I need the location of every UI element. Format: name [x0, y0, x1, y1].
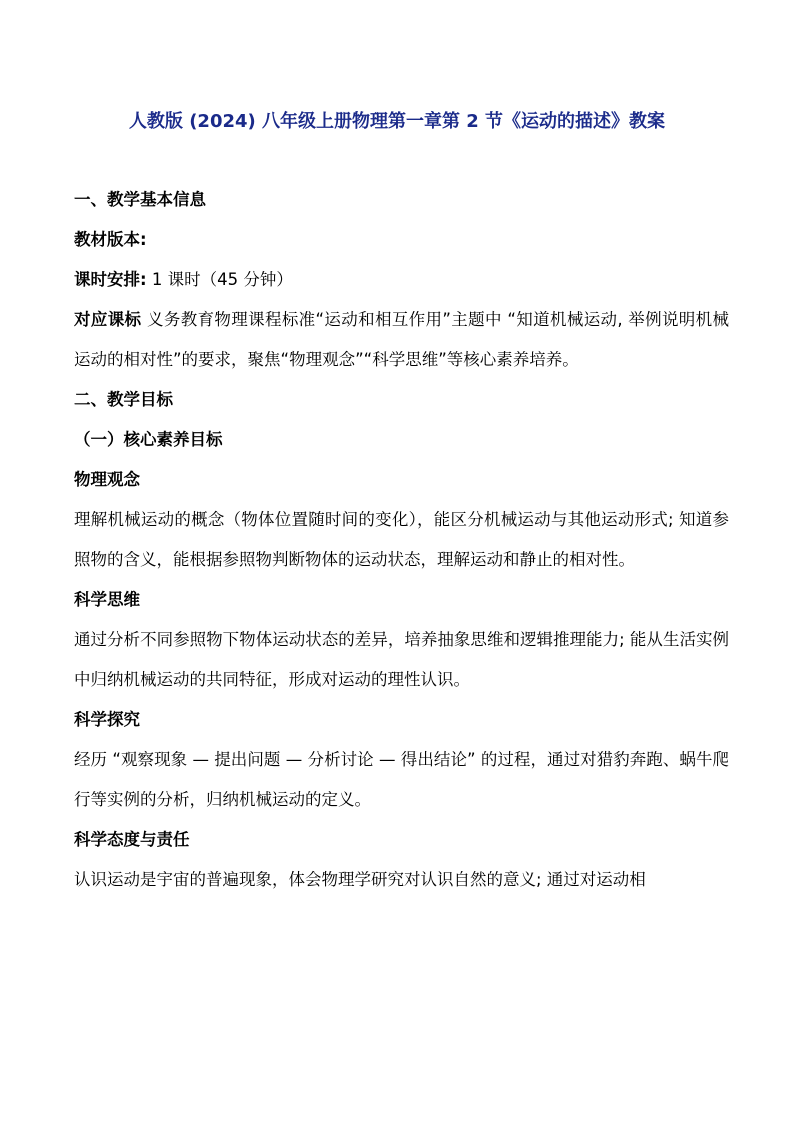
- objective-label-scientific-inquiry: 科学探究: [74, 710, 140, 729]
- textbook-version-label: 教材版本:: [74, 230, 147, 249]
- schedule-label: 课时安排:: [74, 270, 147, 289]
- schedule-value: 1 课时（45 分钟）: [151, 270, 293, 289]
- subheading-core-literacy: （一）核心素养目标: [74, 430, 223, 449]
- objective-text-physics-concept: 理解机械运动的概念（物体位置随时间的变化），能区分机械运动与其他运动形式; 知道参照物的含义，能根据参照物判断物体的运动状态，理解运动和静止的相对性。: [74, 510, 729, 569]
- section-heading-objectives: 二、教学目标: [74, 390, 173, 409]
- objective-text-scientific-thinking: 通过分析不同参照物下物体运动状态的差异，培养抽象思维和逻辑推理能力; 能从生活实例中归纳机械运动的共同特征，形成对运动的理性认识。: [74, 630, 729, 689]
- curriculum-standard-text: 义务教育物理课程标准“运动和相互作用”主题中 “知道机械运动, 举例说明机械运动的相对性”的要求，聚焦“物理观念”“科学思维”等核心素养培养。: [74, 310, 730, 369]
- objective-text-attitude-responsibility: 认识运动是宇宙的普遍现象，体会物理学研究对认识自然的意义; 通过对运动相: [74, 870, 646, 889]
- objective-label-physics-concept: 物理观念: [74, 470, 140, 489]
- objective-label-scientific-thinking: 科学思维: [74, 590, 140, 609]
- page-title: 人教版 (2024) 八年级上册物理第一章第 2 节《运动的描述》教案: [128, 111, 666, 132]
- curriculum-standard-paragraph: [74, 300, 729, 380]
- objective-label-attitude-responsibility: 科学态度与责任: [74, 830, 190, 849]
- section-heading-basic-info: 一、教学基本信息: [74, 190, 206, 209]
- curriculum-standard-label: 对应课标: [74, 310, 142, 329]
- schedule-row: [74, 270, 729, 290]
- document-body: [74, 186, 729, 900]
- objective-text-scientific-inquiry: 经历 “观察现象 — 提出问题 — 分析讨论 — 得出结论” 的过程，通过对猎豹奔跑、蜗牛爬行等实例的分析，归纳机械运动的定义。: [74, 750, 729, 809]
- textbook-version-row: [74, 230, 729, 250]
